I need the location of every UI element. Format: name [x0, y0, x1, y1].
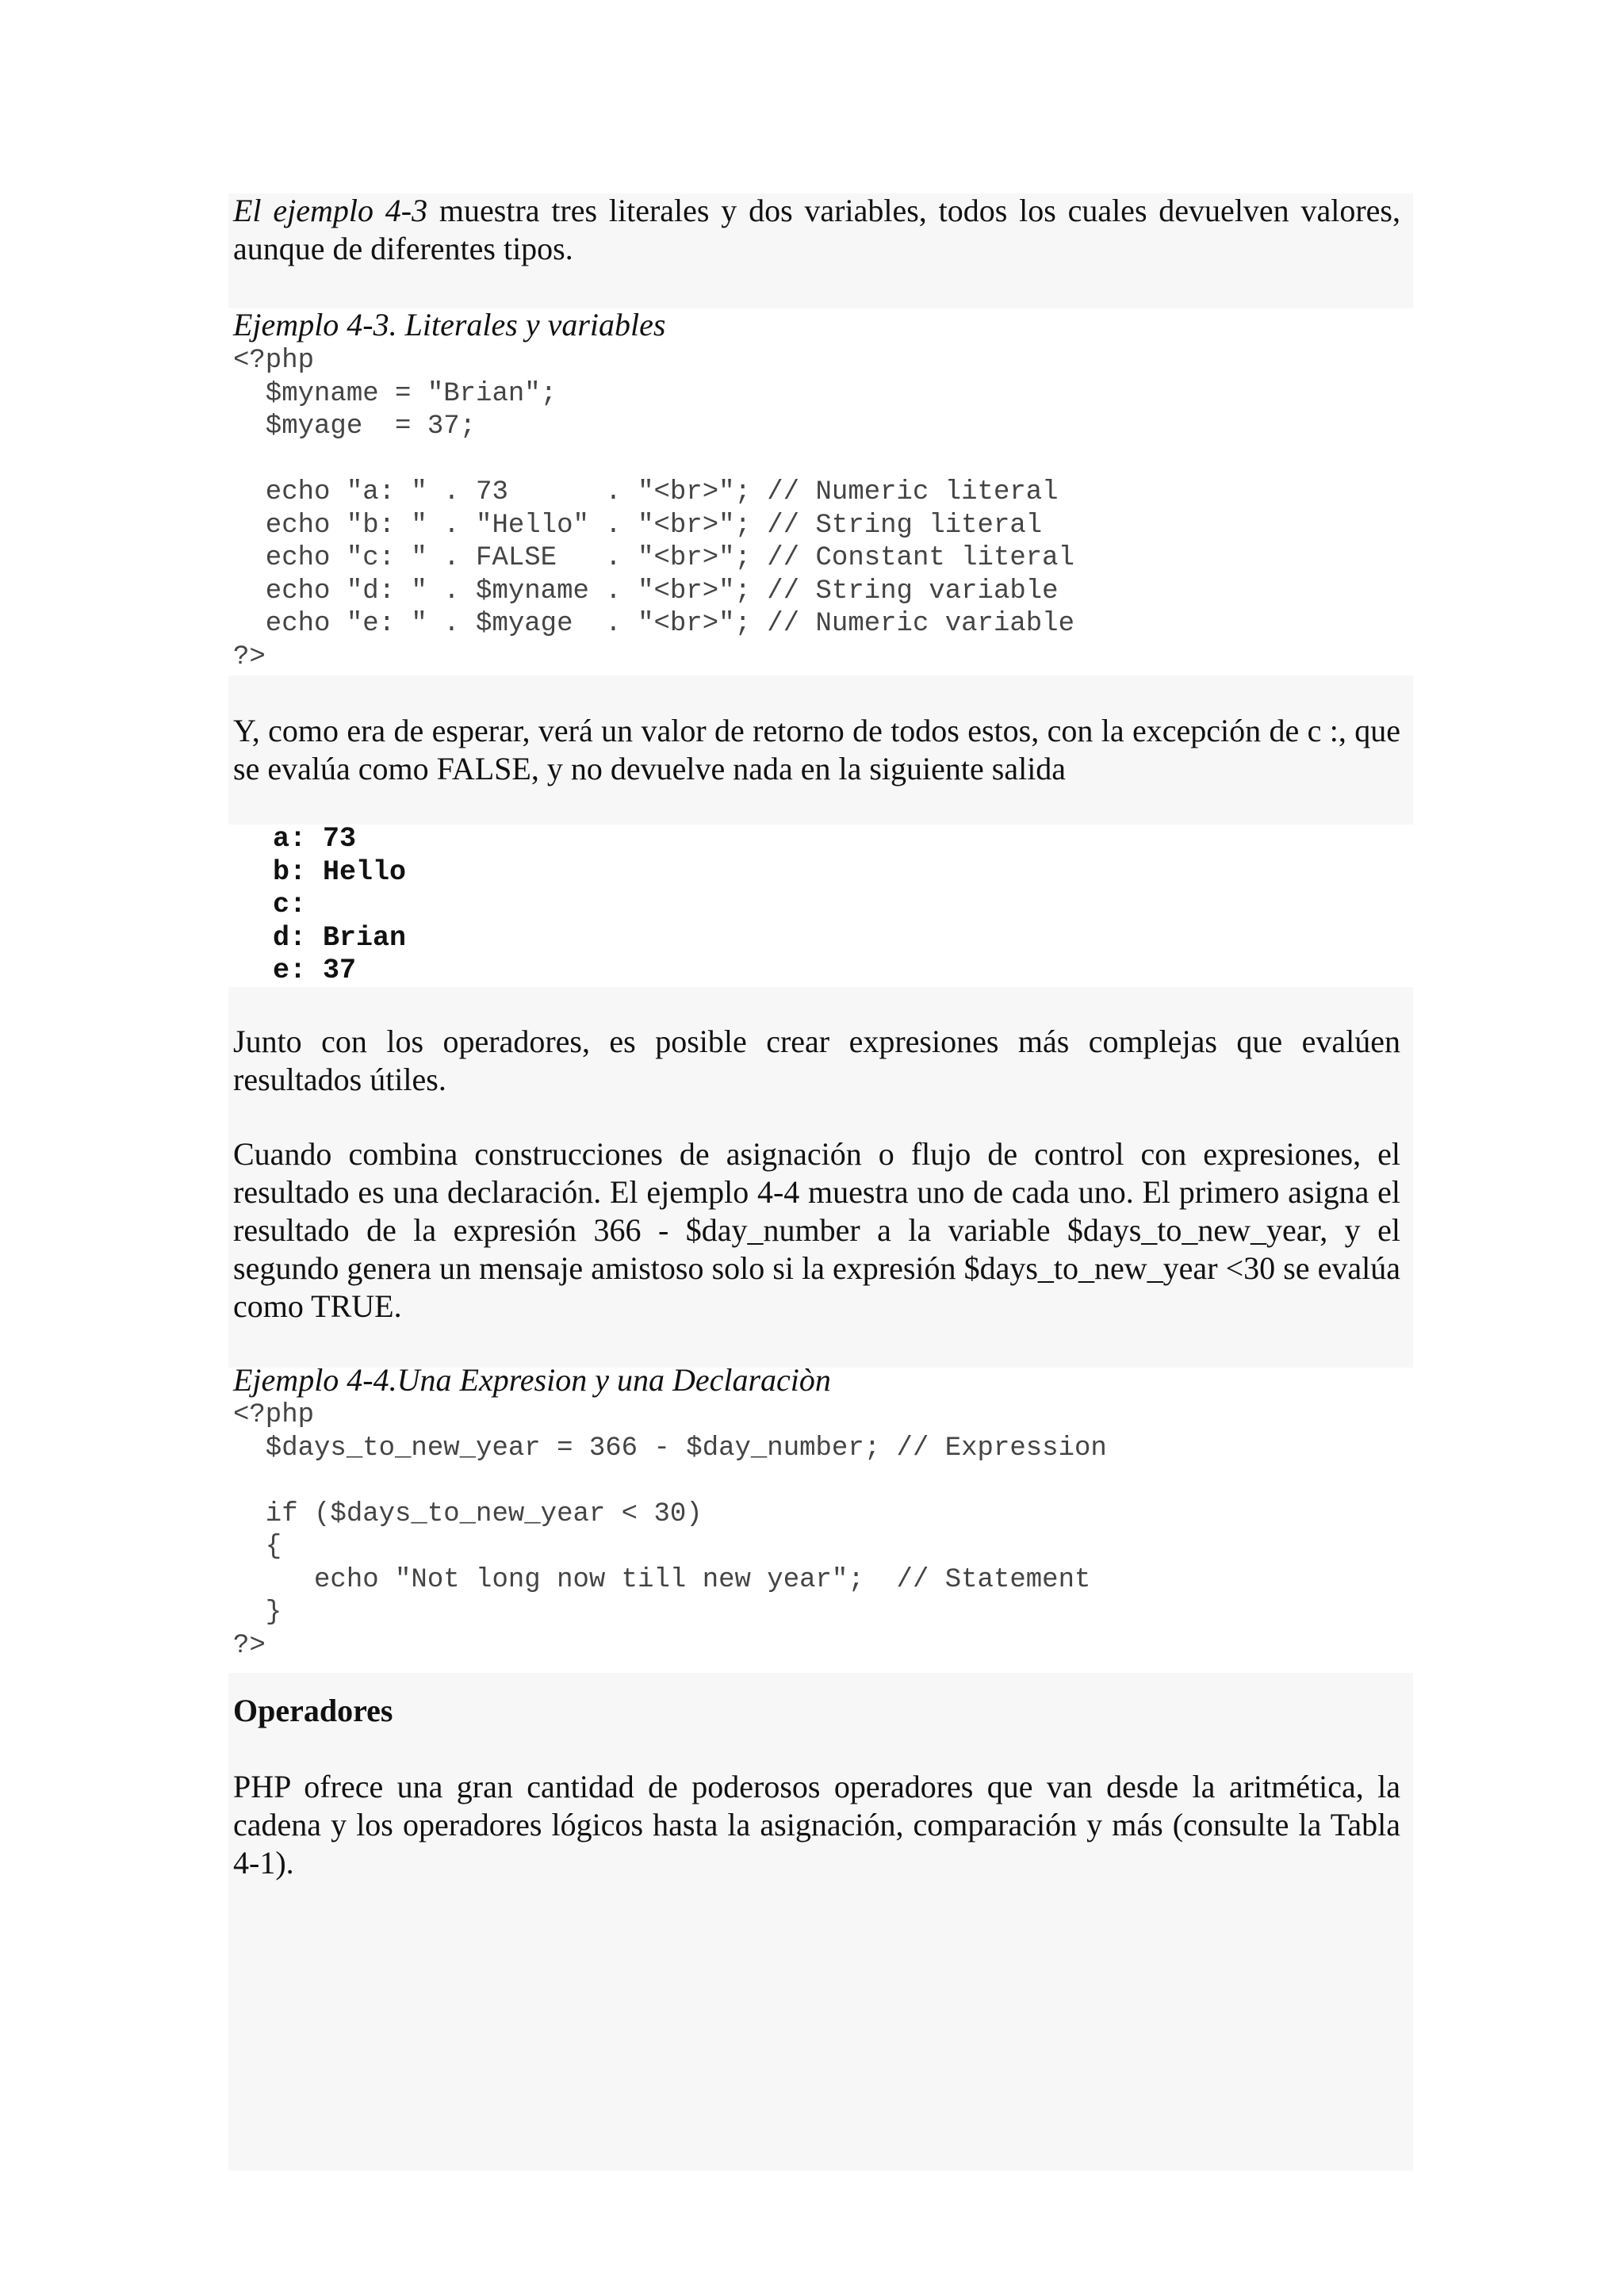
code-block-4-3 [233, 345, 1074, 674]
operators-paragraph: Junto con los operadores, es posible crear expresiones más complejas que evalúen resultados útiles. [233, 1024, 1400, 1097]
code-line: echo "b: " . "Hello" . "<br>"; // String literal [233, 510, 1043, 541]
example-caption-4-4: Ejemplo 4-4.Una Expresion y una Declaraciòn [233, 1362, 831, 1398]
code-line: $myname = "Brian"; [233, 378, 557, 409]
code-line: } [233, 1598, 282, 1628]
output-block [273, 823, 406, 988]
output-line: a: 73 [273, 823, 357, 855]
code-line: echo "a: " . 73 . "<br>"; // Numeric literal [233, 477, 1059, 507]
output-line: b: Hello [273, 855, 407, 888]
code-line: $myage = 37; [233, 411, 477, 442]
code-line: <?php [233, 1400, 315, 1430]
code-line [233, 1465, 1107, 1498]
code-line: if ($days_to_new_year < 30) [233, 1498, 703, 1529]
code-line: <?php [233, 346, 315, 376]
php-operators-paragraph: PHP ofrece una gran cantidad de poderosos operadores que van desde la aritmética, la cadena y los operadores lógicos hasta la asignación, comparación y más (consulte la Tabla 4-1). [233, 1769, 1400, 1881]
output-line: e: 37 [273, 955, 357, 986]
code-line: $days_to_new_year = 366 - $day_number; // Expression [233, 1433, 1107, 1464]
code-line: { [233, 1532, 282, 1562]
statement-paragraph: Cuando combina construcciones de asignación o flujo de control con expresiones, el resultado es una declaración. El ejemplo 4-4 muestra uno de cada uno. El primero asigna el resultado de la expresión 366 - $day_number a la variable $days_to_new_year, y el segundo genera un mensaje amistoso solo si la expresión $days_to_new_year <30 se evalúa como TRUE. [233, 1136, 1400, 1324]
code-line: echo "c: " . FALSE . "<br>"; // Constant literal [233, 543, 1074, 573]
intro-paragraph [233, 192, 1400, 268]
code-line: ?> [233, 641, 266, 672]
code-block-4-4 [233, 1399, 1107, 1663]
section-heading: Operadores [233, 1693, 393, 1728]
shade-band-4 [228, 1673, 1413, 2171]
output-line: c: [273, 889, 307, 920]
example-reference: El ejemplo 4-3 [233, 193, 428, 228]
code-line [233, 444, 1074, 477]
output-line: d: Brian [273, 921, 407, 954]
code-line: echo "e: " . $myage . "<br>"; // Numeric variable [233, 609, 1074, 639]
code-line: echo "d: " . $myname . "<br>"; // String variable [233, 576, 1059, 607]
example-caption-4-3: Ejemplo 4-3. Literales y variables [233, 307, 666, 342]
code-line: echo "Not long now till new year"; // Statement [233, 1564, 1091, 1595]
code-line: ?> [233, 1630, 266, 1661]
intro-paragraph-text: muestra tres literales y dos variables, todos los cuales devuelven valores, aunque de diferentes tipos. [233, 193, 1400, 266]
result-explanation-paragraph: Y, como era de esperar, verá un valor de retorno de todos estos, con la excepción de c :, que se evalúa como FALSE, y no devuelve nada en la siguiente salida [233, 713, 1400, 786]
